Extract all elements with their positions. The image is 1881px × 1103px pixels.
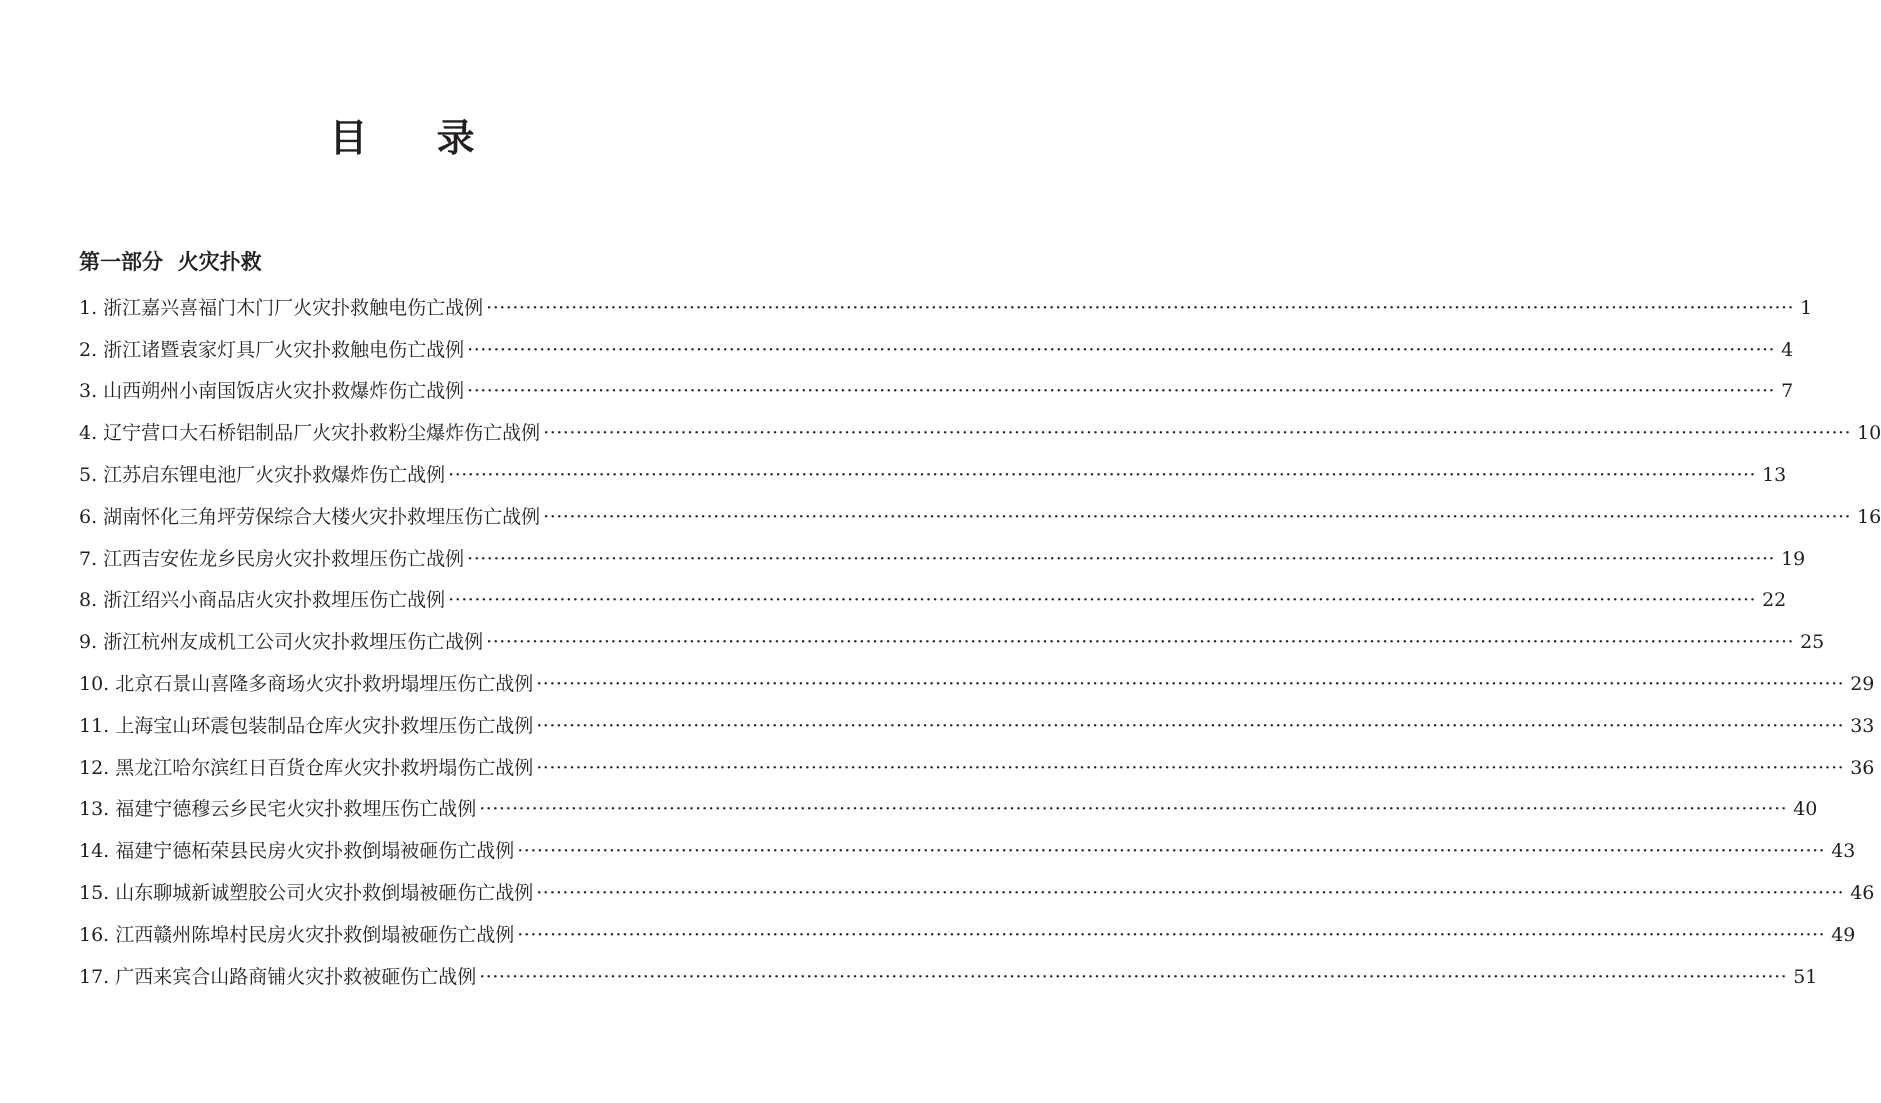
toc-dot-leader: ········································································································································································································ — [486, 631, 1795, 654]
toc-entry-title: 9. 浙江杭州友成机工公司火灾扑救埋压伤亡战例 — [79, 631, 484, 654]
toc-entry[interactable] — [79, 747, 1875, 789]
toc-dot-leader: ········································································································································································································ — [479, 965, 1788, 988]
toc-entry[interactable] — [79, 914, 1856, 956]
toc-dot-leader: ········································································································································································································ — [517, 923, 1826, 946]
toc-dot-leader: ········································································································································································································ — [448, 589, 1757, 612]
toc-entry[interactable] — [79, 580, 1787, 622]
toc-dot-leader: ········································································································································································································ — [479, 798, 1788, 821]
toc-entry-page: 25 — [1800, 631, 1825, 654]
page-title: 目 录 — [329, 115, 503, 160]
toc-entry-page: 29 — [1850, 673, 1875, 696]
toc-entry[interactable] — [79, 412, 1881, 454]
toc-dot-leader: ········································································································································································································ — [543, 505, 1852, 528]
toc-entry-title: 7. 江西吉安佐龙乡民房火灾扑救埋压伤亡战例 — [79, 547, 465, 570]
toc-entry-title: 17. 广西来宾合山路商铺火灾扑救被砸伤亡战例 — [79, 965, 477, 988]
toc-entry-page: 43 — [1831, 840, 1856, 863]
toc-entry-page: 36 — [1850, 756, 1875, 779]
toc-entry-title: 4. 辽宁营口大石桥铝制品厂火灾扑救粉尘爆炸伤亡战例 — [79, 422, 541, 445]
toc-entry-title: 13. 福建宁德穆云乡民宅火灾扑救埋压伤亡战例 — [79, 798, 477, 821]
toc-entry[interactable] — [79, 789, 1818, 831]
toc-entry-page: 4 — [1781, 338, 1794, 361]
toc-entry[interactable] — [79, 496, 1881, 538]
toc-entry-title: 12. 黑龙江哈尔滨红日百货仓库火灾扑救坍塌伤亡战例 — [79, 756, 534, 779]
toc-entry-title: 8. 浙江绍兴小商品店火灾扑救埋压伤亡战例 — [79, 589, 446, 612]
toc-entry-title: 5. 江苏启东锂电池厂火灾扑救爆炸伤亡战例 — [79, 464, 446, 487]
toc-dot-leader: ········································································································································································································ — [517, 840, 1826, 863]
toc-entry[interactable] — [79, 454, 1787, 496]
toc-entry[interactable] — [79, 830, 1856, 872]
toc-entry-title: 1. 浙江嘉兴喜福门木门厂火灾扑救触电伤亡战例 — [79, 296, 484, 319]
toc-dot-leader: ········································································································································································································ — [536, 714, 1845, 737]
toc-entry-page: 49 — [1831, 923, 1856, 946]
toc-entry-title: 11. 上海宝山环震包装制品仓库火灾扑救埋压伤亡战例 — [79, 714, 534, 737]
toc-dot-leader: ········································································································································································································ — [448, 464, 1757, 487]
toc-entry[interactable] — [79, 538, 1806, 580]
toc-dot-leader: ········································································································································································································ — [536, 882, 1845, 905]
toc-dot-leader: ········································································································································································································ — [486, 296, 1795, 319]
toc-entry-page: 19 — [1781, 547, 1806, 570]
toc-entry-page: 40 — [1793, 798, 1818, 821]
table-of-contents — [79, 287, 1881, 998]
toc-entry-page: 1 — [1800, 296, 1813, 319]
toc-entry[interactable] — [79, 329, 1794, 371]
toc-entry[interactable] — [79, 705, 1875, 747]
toc-dot-leader: ········································································································································································································ — [536, 673, 1845, 696]
toc-entry-page: 7 — [1781, 380, 1794, 403]
toc-entry-title: 3. 山西朔州小南国饭店火灾扑救爆炸伤亡战例 — [79, 380, 465, 403]
toc-entry[interactable] — [79, 663, 1875, 705]
toc-entry-title: 15. 山东聊城新诚塑胶公司火灾扑救倒塌被砸伤亡战例 — [79, 882, 534, 905]
toc-entry[interactable] — [79, 872, 1875, 914]
toc-entry-page: 22 — [1762, 589, 1787, 612]
toc-entry-page: 33 — [1850, 714, 1875, 737]
toc-entry-page: 51 — [1793, 965, 1818, 988]
toc-dot-leader: ········································································································································································································ — [536, 756, 1845, 779]
toc-entry[interactable] — [79, 371, 1794, 413]
toc-entry-page: 13 — [1762, 464, 1787, 487]
toc-entry-title: 14. 福建宁德柘荣县民房火灾扑救倒塌被砸伤亡战例 — [79, 840, 515, 863]
toc-entry-title: 6. 湖南怀化三角坪劳保综合大楼火灾扑救埋压伤亡战例 — [79, 505, 541, 528]
toc-entry-title: 16. 江西赣州陈埠村民房火灾扑救倒塌被砸伤亡战例 — [79, 923, 515, 946]
toc-dot-leader: ········································································································································································································ — [467, 380, 1776, 403]
toc-entry-title: 2. 浙江诸暨袁家灯具厂火灾扑救触电伤亡战例 — [79, 338, 465, 361]
toc-entry[interactable] — [79, 621, 1825, 663]
section-heading: 第一部分 火灾扑救 — [79, 250, 262, 274]
toc-dot-leader: ········································································································································································································ — [543, 422, 1852, 445]
toc-entry-title: 10. 北京石景山喜隆多商场火灾扑救坍塌埋压伤亡战例 — [79, 673, 534, 696]
toc-entry-page: 16 — [1857, 505, 1881, 528]
toc-entry-page: 10 — [1857, 422, 1881, 445]
toc-dot-leader: ········································································································································································································ — [467, 547, 1776, 570]
toc-dot-leader: ········································································································································································································ — [467, 338, 1776, 361]
toc-entry[interactable] — [79, 287, 1813, 329]
toc-entry-page: 46 — [1850, 882, 1875, 905]
toc-entry[interactable] — [79, 956, 1818, 998]
